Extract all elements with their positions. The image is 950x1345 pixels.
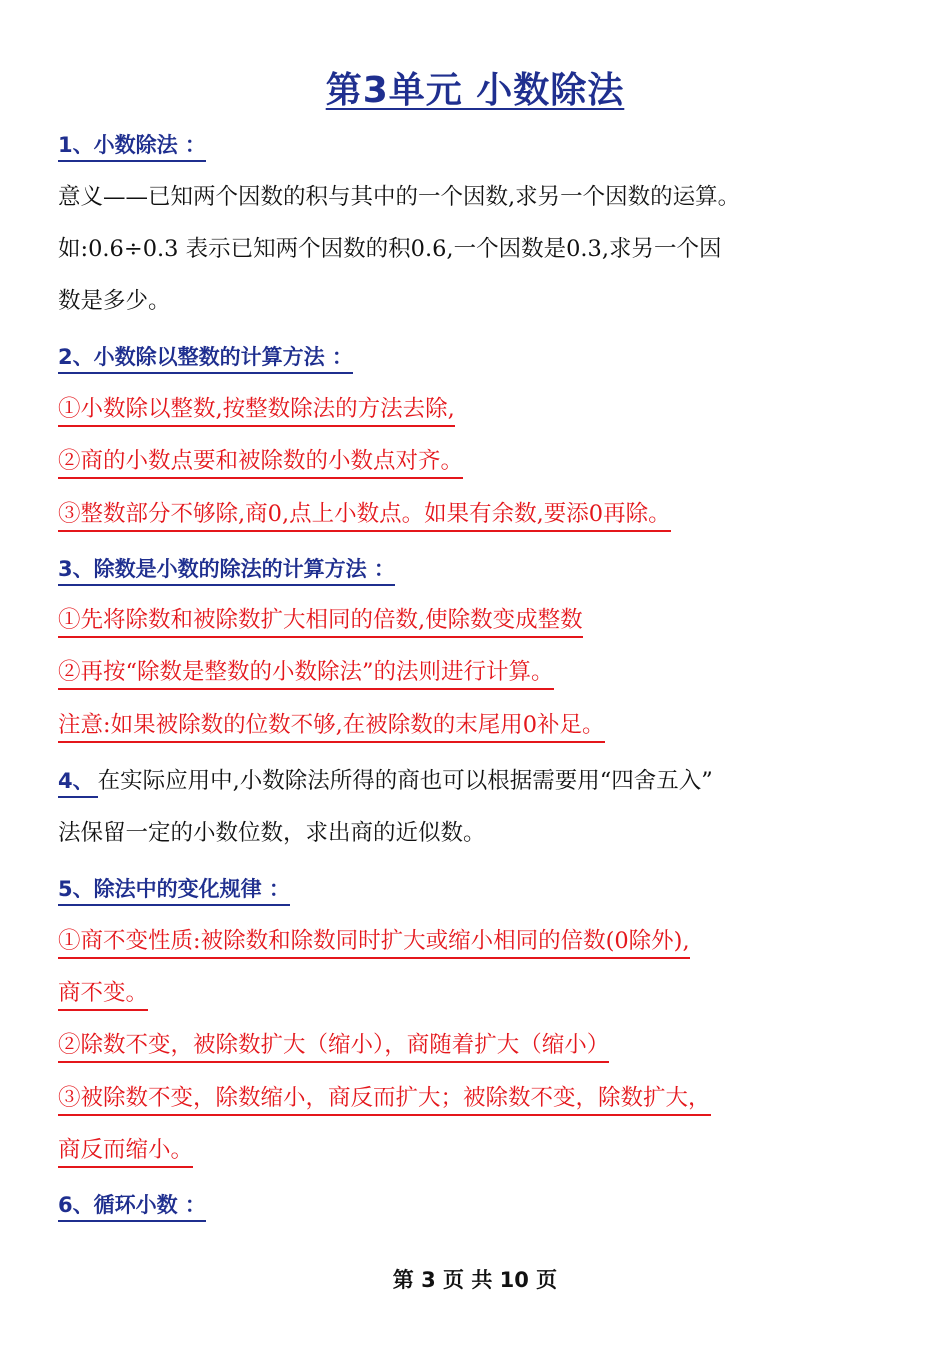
section-3-item-2-text: ②再按“除数是整数的小数除法”的法则进行计算。 (58, 656, 554, 690)
section-1-line-1: 意义——已知两个因数的积与其中的一个因数,求另一个因数的运算。 (58, 184, 741, 210)
section-5-heading-text: 5、除法中的变化规律 ： (58, 874, 290, 906)
section-3-note (58, 708, 898, 743)
section-2-item-3-text: ③整数部分不够除,商0,点上小数点。如果有余数,要添0再除。 (58, 498, 671, 532)
section-4-line-1 (58, 764, 898, 798)
section-5-item-1 (58, 924, 898, 959)
section-3-heading-text: 3、除数是小数的除法的计算方法 ： (58, 554, 395, 586)
section-5-item-2 (58, 1028, 898, 1063)
section-5-heading (58, 872, 898, 906)
section-2-heading (58, 340, 898, 374)
section-3-item-1 (58, 603, 898, 638)
page-title: 第3单元 小数除法 (325, 70, 625, 111)
section-5-item-1-cont (58, 976, 898, 1011)
section-1-heading (58, 128, 898, 162)
section-2-item-2 (58, 444, 898, 479)
section-5-item-3 (58, 1081, 898, 1116)
page-footer: 第 3 页 共 10 页 (392, 1268, 558, 1292)
section-2-item-1-text: ①小数除以整数,按整数除法的方法去除, (58, 393, 455, 427)
section-3-item-2 (58, 655, 898, 690)
section-3-item-1-text: ①先将除数和被除数扩大相同的倍数,使除数变成整数 (58, 604, 583, 638)
section-3-note-text: 注意:如果被除数的位数不够,在被除数的末尾用0补足。 (58, 709, 605, 743)
section-4-number: 4、 (58, 766, 98, 798)
section-5-item-3-cont-text: 商反而缩小。 (58, 1134, 193, 1168)
section-5-item-3-text: ③被除数不变，除数缩小，商反而扩大；被除数不变，除数扩大， (58, 1082, 711, 1116)
page-title-wrap (0, 62, 950, 113)
section-1-line-2: 如:0.6÷0.3 表示已知两个因数的积0.6,一个因数是0.3,求另一个因 (58, 236, 722, 262)
section-5-item-1-cont-text: 商不变。 (58, 977, 148, 1011)
section-2-item-2-text: ②商的小数点要和被除数的小数点对齐。 (58, 445, 463, 479)
section-5-item-2-text: ②除数不变，被除数扩大（缩小），商随着扩大（缩小） (58, 1029, 609, 1063)
section-2-heading-text: 2、小数除以整数的计算方法 ： (58, 342, 353, 374)
section-3-heading (58, 552, 898, 586)
section-1-heading-text: 1、小数除法 ： (58, 130, 206, 162)
section-6-heading (58, 1188, 898, 1222)
section-4-line-1-text: 在实际应用中,小数除法所得的商也可以根据需要用“四舍五入” (97, 768, 713, 794)
section-5-item-3-cont (58, 1133, 898, 1168)
section-6-heading-text: 6、循环小数 ： (58, 1190, 206, 1222)
section-1-line-3: 数是多少。 (58, 288, 171, 314)
section-2-item-1 (58, 392, 898, 427)
section-2-item-3 (58, 497, 898, 532)
section-4-line-2: 法保留一定的小数位数，求出商的近似数。 (58, 820, 486, 846)
section-5-item-1-text: ①商不变性质:被除数和除数同时扩大或缩小相同的倍数(0除外), (58, 925, 690, 959)
